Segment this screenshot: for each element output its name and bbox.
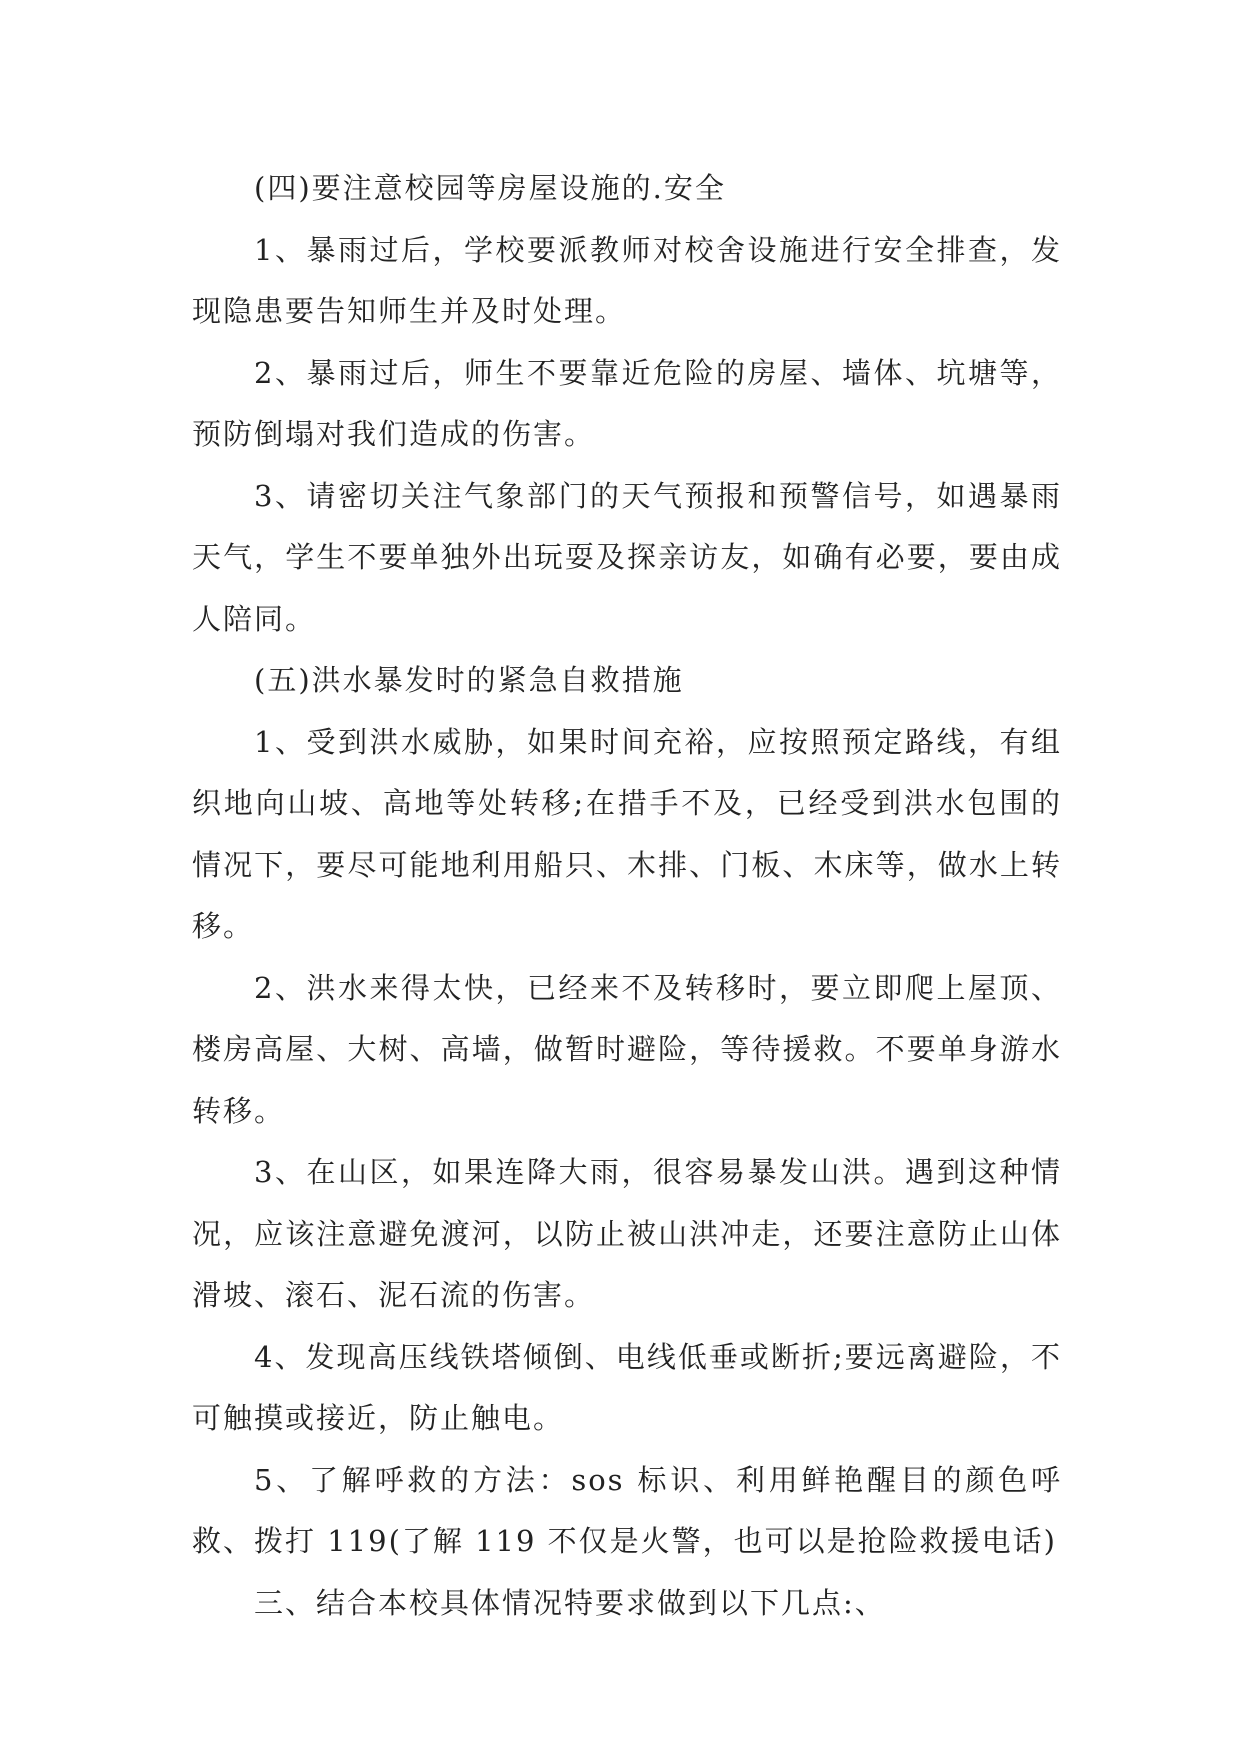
- section-heading-5: (五)洪水暴发时的紧急自救措施: [254, 663, 684, 697]
- paragraph-item-2: 2、暴雨过后，师生不要靠近危险的房屋、墙体、坑塘等，预防倒塌对我们造成的伤害。: [192, 355, 1062, 451]
- paragraph-item-1: 1、暴雨过后，学校要派教师对校舍设施进行安全排查，发现隐患要告知师生并及时处理。: [192, 232, 1062, 328]
- paragraph-item-3: 3、在山区，如果连降大雨，很容易暴发山洪。遇到这种情况，应该注意避免渡河，以防止被山洪冲走，还要注意防止山体滑坡、滚石、泥石流的伤害。: [192, 1155, 1062, 1312]
- paragraph-item-1: 1、受到洪水威胁，如果时间充裕，应按照预定路线，有组织地向山坡、高地等处转移;在措手不及，已经受到洪水包围的情况下，要尽可能地利用船只、木排、门板、木床等，做水上转移。: [192, 724, 1062, 943]
- section-heading-3: 三、结合本校具体情况特要求做到以下几点:、: [254, 1585, 886, 1620]
- section-heading-4: (四)要注意校园等房屋设施的.安全: [254, 171, 726, 205]
- paragraph-item-2: 2、洪水来得太快，已经来不及转移时，要立即爬上屋顶、楼房高屋、大树、高墙，做暂时避险，等待援救。不要单身游水转移。: [192, 970, 1062, 1128]
- paragraph-item-4: 4、发现高压线铁塔倾倒、电线低垂或断折;要远离避险，不可触摸或接近，防止触电。: [192, 1339, 1062, 1435]
- document-body: [192, 158, 1062, 1634]
- paragraph-item-5: 5、了解呼救的方法：sos 标识、利用鲜艳醒目的颜色呼救、拨打 119(了解 119 不仅是火警，也可以是抢险救援电话): [192, 1462, 1062, 1558]
- paragraph-item-3: 3、请密切关注气象部门的天气预报和预警信号，如遇暴雨天气，学生不要单独外出玩耍及探亲访友，如确有必要，要由成人陪同。: [192, 478, 1062, 636]
